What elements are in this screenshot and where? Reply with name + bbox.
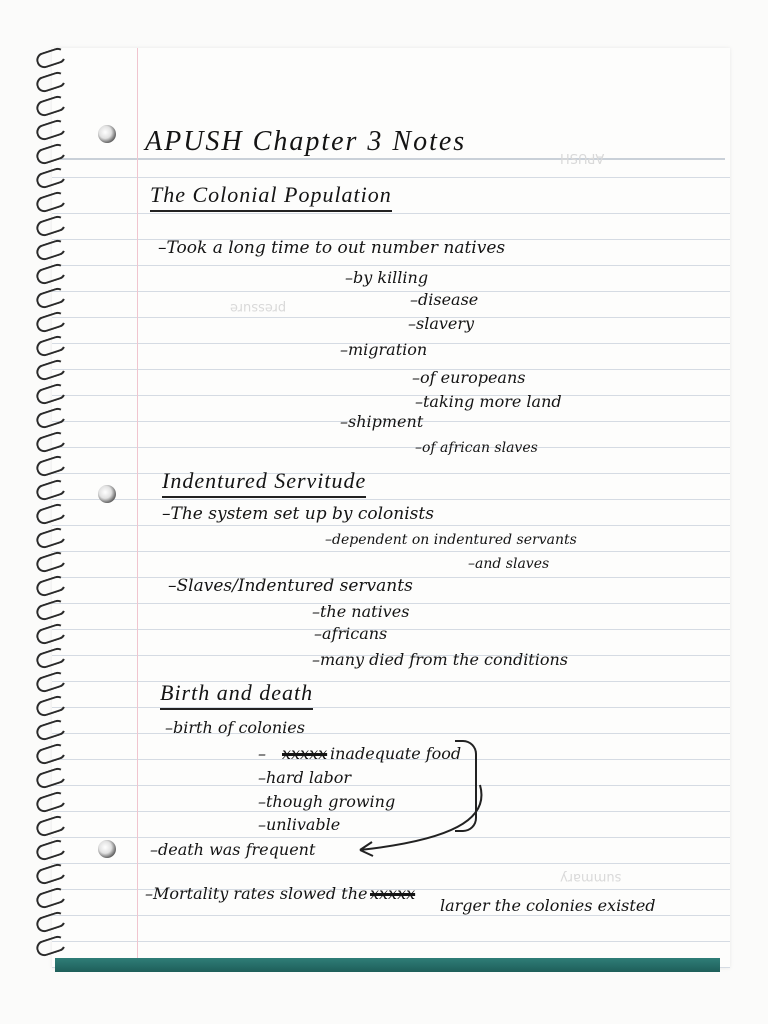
note-line: inadequate food (330, 744, 462, 763)
section-heading: Indentured Servitude (162, 468, 366, 498)
bleed-through-text: summary (560, 870, 622, 885)
bleed-through-text: pressure (230, 300, 287, 315)
note-line: –unlivable (258, 815, 341, 834)
note-line: –though growing (258, 792, 396, 811)
note-line: larger the colonies existed (440, 896, 656, 915)
punch-hole (98, 840, 116, 858)
section-heading: The Colonial Population (150, 182, 392, 212)
note-line: –dependent on indentured servants (325, 532, 577, 548)
margin-line (137, 48, 138, 968)
spiral-binding (36, 50, 66, 960)
note-line: –of europeans (412, 368, 526, 387)
note-line: –migration (340, 340, 428, 359)
note-line: –Slaves/Indentured servants (168, 576, 413, 596)
note-line: –Mortality rates slowed the (145, 884, 368, 903)
note-line: –death was frequent (150, 840, 316, 859)
note-line: –birth of colonies (165, 718, 305, 737)
note-line: –many died from the conditions (312, 650, 568, 669)
note-line: –of african slaves (415, 440, 538, 456)
note-line: – (258, 744, 266, 763)
header-rule (60, 158, 725, 160)
punch-hole (98, 485, 116, 503)
notebook-cover-edge (55, 958, 720, 972)
scribbled-word: xxxxx (282, 744, 328, 763)
bleed-through-text: APUSH (560, 150, 605, 165)
note-line: –The system set up by colonists (162, 504, 434, 524)
scribbled-word: xxxxx (370, 884, 416, 903)
note-line: –and slaves (468, 556, 550, 572)
punch-hole (98, 125, 116, 143)
note-line: –taking more land (415, 392, 562, 411)
note-line: –by killing (345, 268, 429, 287)
note-line: –the natives (312, 602, 410, 621)
arrow-icon (340, 780, 490, 860)
note-line: –hard labor (258, 768, 351, 787)
note-line: –shipment (340, 412, 424, 431)
section-heading: Birth and death (160, 680, 313, 710)
note-line: –disease (410, 290, 479, 309)
note-line: –africans (314, 624, 388, 643)
page-title: APUSH Chapter 3 Notes (145, 126, 467, 157)
note-line: –slavery (408, 314, 475, 333)
note-line: –Took a long time to out number natives (158, 238, 506, 258)
